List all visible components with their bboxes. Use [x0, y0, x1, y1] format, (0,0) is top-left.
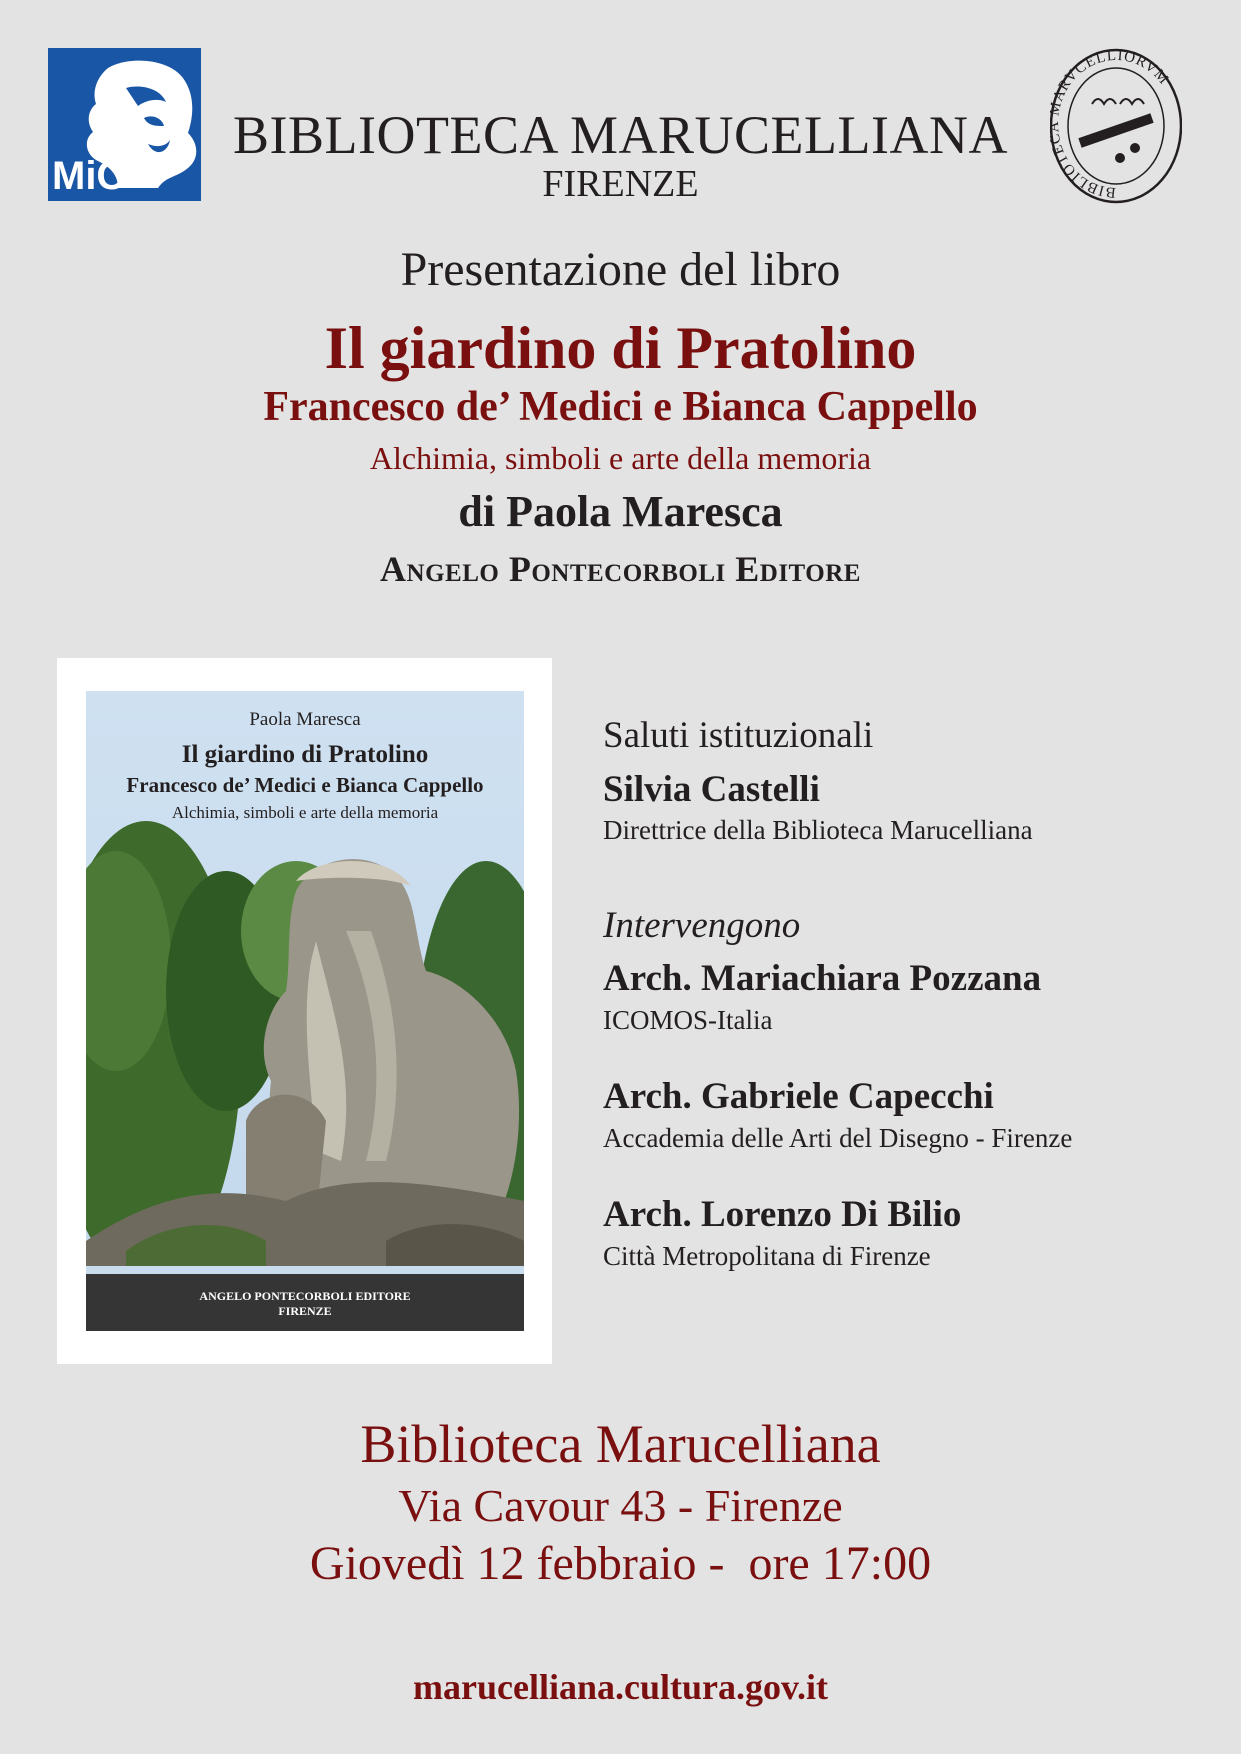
speaker-name: Arch. Mariachiara Pozzana	[603, 958, 1042, 999]
book-author: di Paola Maresca	[458, 487, 783, 536]
institution-city: FIRENZE	[542, 163, 699, 205]
cover-subtitle: Francesco de’ Medici e Bianca Cappello	[126, 773, 484, 797]
cover-author: Paola Maresca	[249, 709, 361, 730]
book-title: Il giardino di Pratolino	[324, 315, 917, 381]
event-datetime: Giovedì 12 febbraio - ore 17:00	[309, 1537, 932, 1590]
host-name: Silvia Castelli	[603, 769, 820, 810]
book-tagline: Alchimia, simboli e arte della memoria	[369, 440, 872, 476]
cover-tagline: Alchimia, simboli e arte della memoria	[171, 803, 439, 822]
cover-publisher-city: FIRENZE	[278, 1304, 332, 1318]
book-cover-frame	[57, 658, 552, 1364]
host-role: Direttrice della Biblioteca Marucelliana	[603, 815, 1033, 845]
speakers-label: Intervengono	[603, 905, 801, 946]
presentation-label: Presentazione del libro	[400, 243, 841, 296]
greetings-label: Saluti istituzionali	[603, 715, 874, 756]
speaker-affiliation: ICOMOS-Italia	[603, 1005, 773, 1035]
institution-name: BIBLIOTECA MARUCELLIANA	[233, 105, 1008, 165]
cover-title: Il giardino di Pratolino	[181, 741, 429, 768]
svg-text:BIBLIOTECA MARVCELLIORVM: BIBLIOTE ARVCELLIORVM	[1050, 48, 1172, 201]
speaker-affiliation: Città Metropolitana di Firenze	[603, 1241, 931, 1271]
mic-logo-text: MiC	[52, 154, 126, 198]
book-subtitle: Francesco de’ Medici e Bianca Cappello	[263, 384, 978, 430]
speaker-name: Arch. Lorenzo Di Bilio	[603, 1194, 962, 1235]
book-publisher: Angelo Pontecorboli Editore	[380, 549, 861, 589]
cover-publisher-band	[86, 1274, 524, 1331]
speaker-affiliation: Accademia delle Arti del Disegno - Firenze	[603, 1123, 1073, 1153]
website-link[interactable]: marucelliana.cultura.gov.it	[413, 1667, 828, 1707]
venue-name: Biblioteca Marucelliana	[360, 1414, 881, 1474]
book-cover	[86, 691, 524, 1331]
venue-address: Via Cavour 43 - Firenze	[398, 1480, 843, 1531]
cover-photo-appennino-statue	[86, 821, 524, 1266]
speaker-name: Arch. Gabriele Capecchi	[603, 1076, 994, 1117]
cover-publisher: ANGELO PONTECORBOLI EDITORE	[199, 1289, 411, 1303]
